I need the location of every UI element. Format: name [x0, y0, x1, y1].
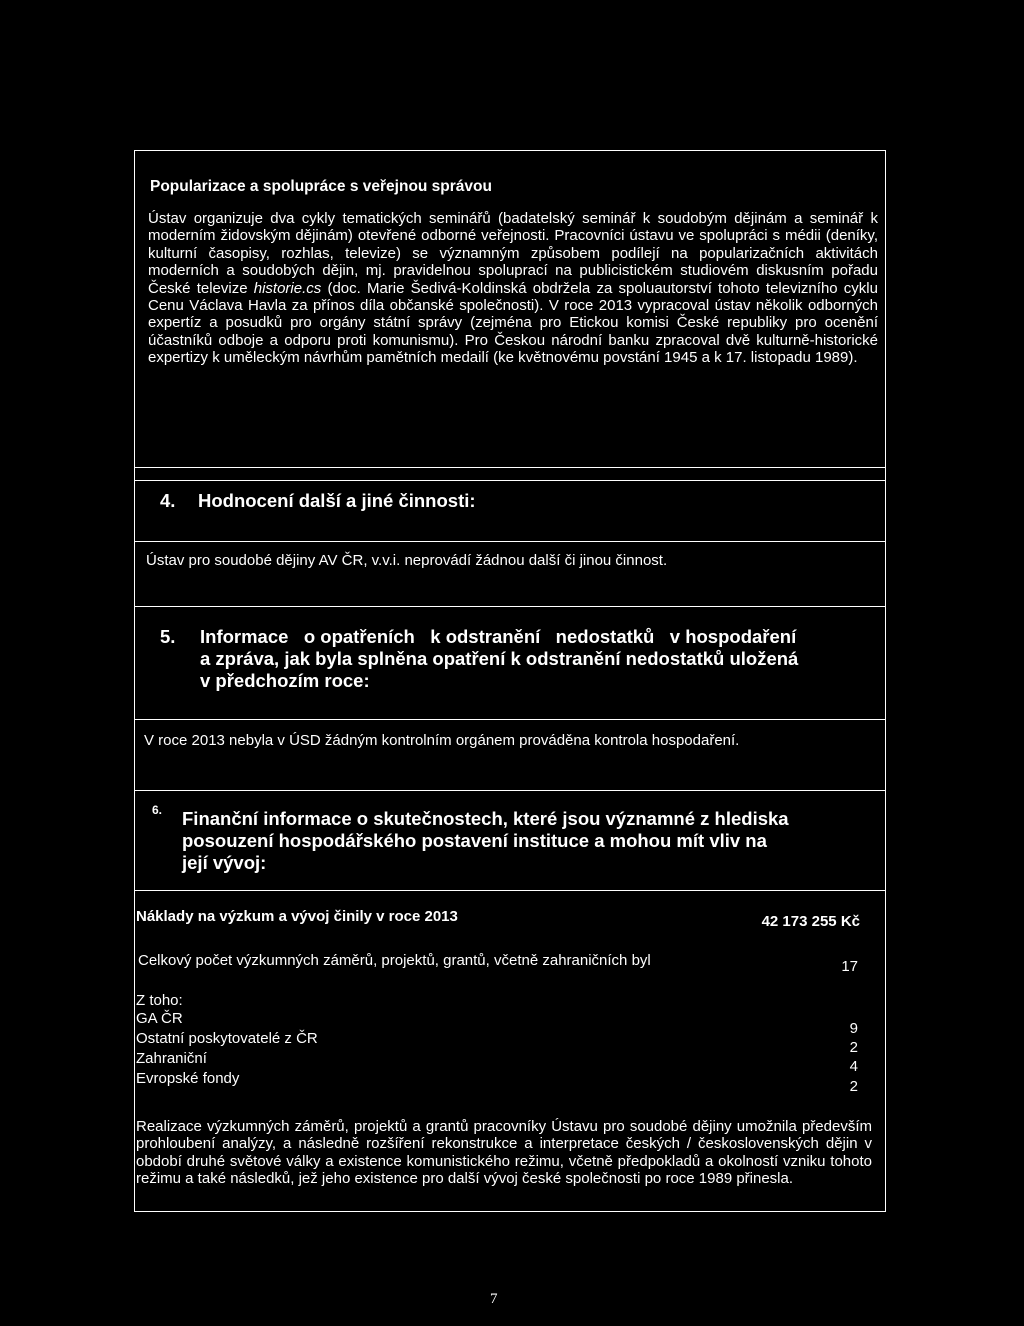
section4-text: Ústav pro soudobé dějiny AV ČR, v.v.i. neprovádí žádnou další či jinou činnost.: [146, 552, 668, 569]
divider: [134, 541, 886, 542]
list-item-value: 9: [849, 1020, 858, 1037]
list-item: GA ČR: [136, 1010, 183, 1027]
page-number: 7: [490, 1291, 498, 1307]
list-item-value: 2: [849, 1039, 858, 1056]
list-item: Evropské fondy: [136, 1070, 240, 1087]
list-item: Ostatní poskytovatelé z ČR: [136, 1030, 318, 1047]
paragraph-text-continued: (doc. Marie Šedivá-Koldinská obdržela za spoluautorství tohoto televizního cyklu Cenu Václava Havla za přínos díla občanské společnosti). V roce 2013 vypracoval ústav několik odborných expertíz a posudků pro orgány státní správy (zejména pro Etickou komisi České republiky pro ocenění účastníků odboje a odporu proti komunismu). Pro Českou národní banku zpracoval dvě kulturně-historické expertizy k uměleckým návrhům pamětních medailí (ke květnovému povstání 1945 a k 17. listopadu 1989).: [148, 279, 878, 367]
section4-heading: Hodnocení další a jiné činnosti:: [198, 490, 476, 511]
section4-number: 4.: [160, 490, 176, 511]
section5-number: 5.: [160, 626, 176, 647]
tv-program-title: historie.cs: [253, 279, 322, 297]
heading-line: v předchozím roce:: [200, 670, 370, 691]
heading-line: její vývoj:: [182, 852, 267, 873]
section-heading: Popularizace a spolupráce s veřejnou správou: [150, 178, 492, 195]
divider: [134, 606, 886, 607]
divider: [134, 719, 886, 720]
divider: [134, 790, 886, 791]
heading-line: Informace o opatřeních k odstranění nedostatků v hospodaření: [200, 626, 797, 647]
paragraph-text: Ústav organizuje dva cykly tematických seminářů (badatelský seminář k soudobým dějinám a seminář k moderním židovským dějinám) otevřené odborné veřejnosti. Pracovníci ústavu ve spolupráci s médii (deníky, kulturní časopisy, rozhlas, televize) se významným způsobem podílejí na popularizačních aktivitách moderních a soudobých dějin, mj. pravidelnou spoluprací na publicistickém studiovém diskusním pořadu České televize: [148, 210, 878, 297]
section6-number: 6.: [152, 803, 163, 817]
list-item: Zahraniční: [136, 1050, 207, 1067]
divider: [134, 467, 886, 468]
section5-text: V roce 2013 nebyla v ÚSD žádným kontrolním orgánem prováděna kontrola hospodaření.: [144, 732, 740, 749]
list-item-value: 4: [849, 1058, 858, 1075]
popularization-paragraph: [148, 210, 878, 367]
divider: [134, 480, 886, 481]
total-label: Celkový počet výzkumných záměrů, projektů, grantů, včetně zahraničních byl: [138, 952, 651, 969]
section5-heading: [200, 626, 876, 692]
heading-line: a zpráva, jak byla splněna opatření k odstranění nedostatků uložená: [200, 648, 799, 669]
of-which-label: Z toho:: [136, 992, 183, 1009]
list-item-value: 2: [849, 1078, 858, 1095]
heading-line: Finanční informace o skutečnostech, které jsou významné z hlediska: [182, 808, 789, 829]
costs-label: Náklady na výzkum a vývoj činily v roce 2013: [136, 908, 458, 925]
closing-paragraph: Realizace výzkumných záměrů, projektů a grantů pracovníky Ústavu pro soudobé dějiny umožnila především prohloubení analýzy, a následně rozšíření rekonstrukce a interpretace českých / československých dějin v období druhé světové války a existence komunistického režimu, včetně předpokladů a okolností vzniku tohoto režimu a také následků, jež jeho existence pro další vývoj české společnosti po roce 1989 přinesla.: [136, 1118, 872, 1188]
total-value: 17: [841, 958, 858, 975]
divider: [134, 890, 886, 891]
section6-heading: [182, 808, 878, 874]
costs-value: 42 173 255 Kč: [761, 913, 860, 930]
heading-line: posouzení hospodářského postavení instituce a mohou mít vliv na: [182, 830, 767, 851]
